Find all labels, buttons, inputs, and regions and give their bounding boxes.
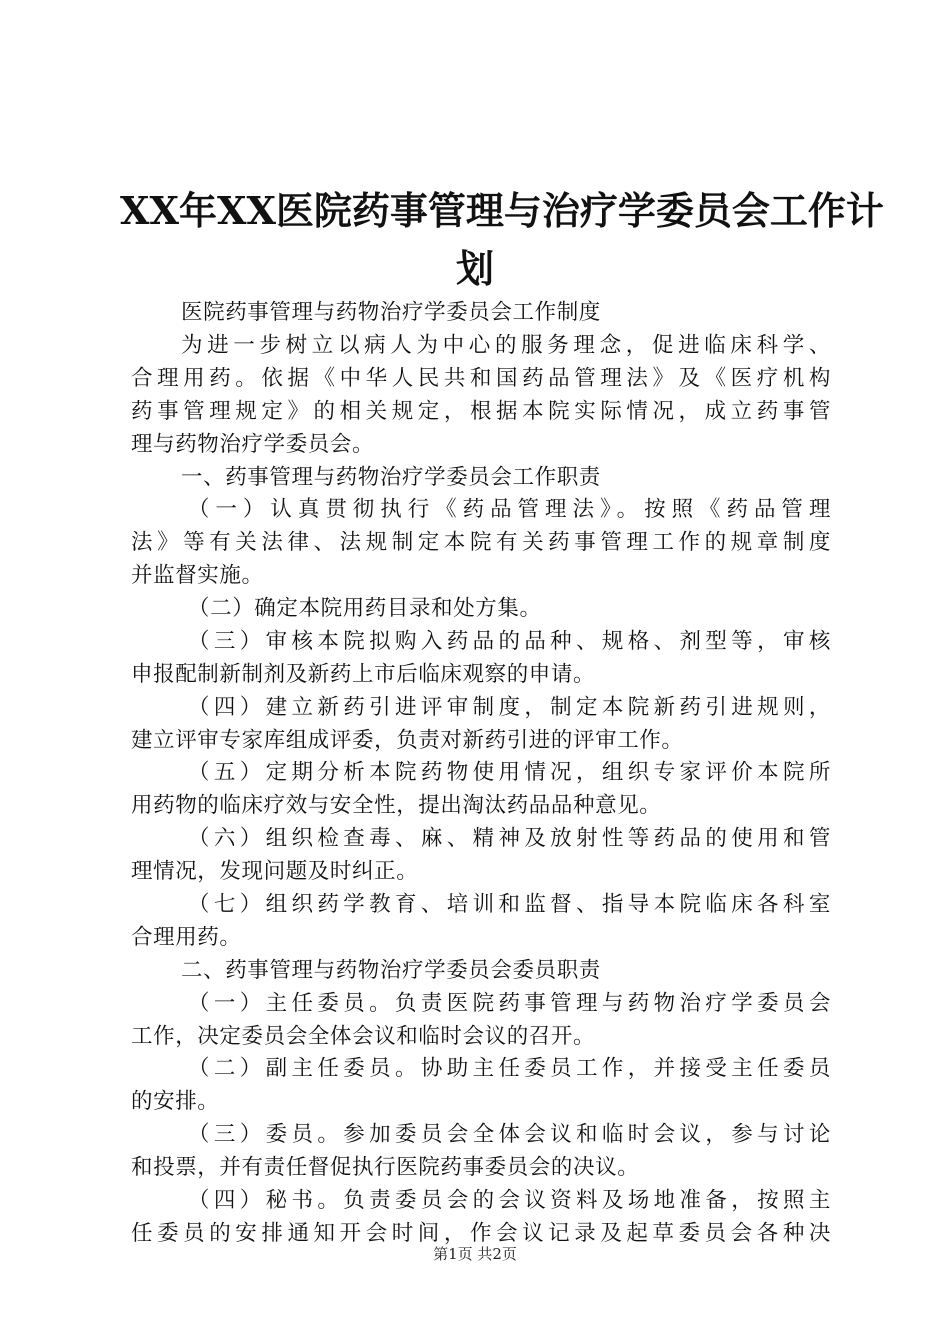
- body-line: （三）委员。参加委员会全体会议和临时会议，参与讨论: [188, 1122, 831, 1147]
- body-line: 用药物的临床疗效与安全性，提出淘汰药品品种意见。: [131, 793, 662, 818]
- body-line: 药事管理规定》的相关规定，根据本院实际情况，成立药事管: [131, 399, 831, 424]
- body-line: 和投票，并有责任督促执行医院药事委员会的决议。: [131, 1155, 640, 1180]
- body-line: （七）组织药学教育、培训和监督、指导本院临床各科室: [188, 892, 831, 917]
- page-footer: 第1页 共2页: [433, 1245, 517, 1263]
- body-line: （一）认真贯彻执行《药品管理法》。按照《药品管理: [188, 497, 831, 522]
- body-line: （二）确定本院用药目录和处方集。: [188, 596, 542, 621]
- body-line: （一）主任委员。负责医院药事管理与药物治疗学委员会: [188, 991, 831, 1016]
- body-line: 理与药物治疗学委员会。: [131, 432, 375, 457]
- body-line: 工作，决定委员会全体会议和临时会议的召开。: [131, 1024, 596, 1049]
- body-line: （四）秘书。负责委员会的会议资料及场地准备，按照主: [188, 1188, 831, 1213]
- body-line: 合理用药。: [131, 925, 242, 950]
- body-line: （二）副主任委员。协助主任委员工作，并接受主任委员: [188, 1056, 831, 1081]
- body-line: 法》等有关法律、法规制定本院有关药事管理工作的规章制度: [131, 530, 831, 555]
- body-line: （五）定期分析本院药物使用情况，组织专家评价本院所: [188, 760, 831, 785]
- body-line: 并监督实施。: [131, 563, 264, 588]
- body-line: 一、药事管理与药物治疗学委员会工作职责: [181, 465, 601, 490]
- body-line: 理情况，发现问题及时纠正。: [131, 859, 419, 884]
- body-line: 申报配制新制剂及新药上市后临床观察的申请。: [131, 662, 596, 687]
- body-line: （四）建立新药引进评审制度，制定本院新药引进规则，: [188, 695, 831, 720]
- body-line: （三）审核本院拟购入药品的品种、规格、剂型等，审核: [188, 629, 831, 654]
- body-line: 任委员的安排通知开会时间，作会议记录及起草委员会各种决: [131, 1221, 831, 1246]
- body-line: 二、药事管理与药物治疗学委员会委员职责: [181, 958, 601, 983]
- body-line: 为进一步树立以病人为中心的服务理念，促进临床科学、: [181, 333, 831, 358]
- body-line: 医院药事管理与药物治疗学委员会工作制度: [181, 300, 601, 325]
- body-line: 的安排。: [131, 1089, 220, 1114]
- body-line: 建立评审专家库组成评委，负责对新药引进的评审工作。: [131, 728, 684, 753]
- document-title-line2: 划: [455, 246, 494, 291]
- body-line: （六）组织检查毒、麻、精神及放射性等药品的使用和管: [188, 826, 831, 851]
- body-line: 合理用药。依据《中华人民共和国药品管理法》及《医疗机构: [131, 366, 831, 391]
- document-title-line1: XX年XX医院药事管理与治疗学委员会工作计: [120, 188, 884, 233]
